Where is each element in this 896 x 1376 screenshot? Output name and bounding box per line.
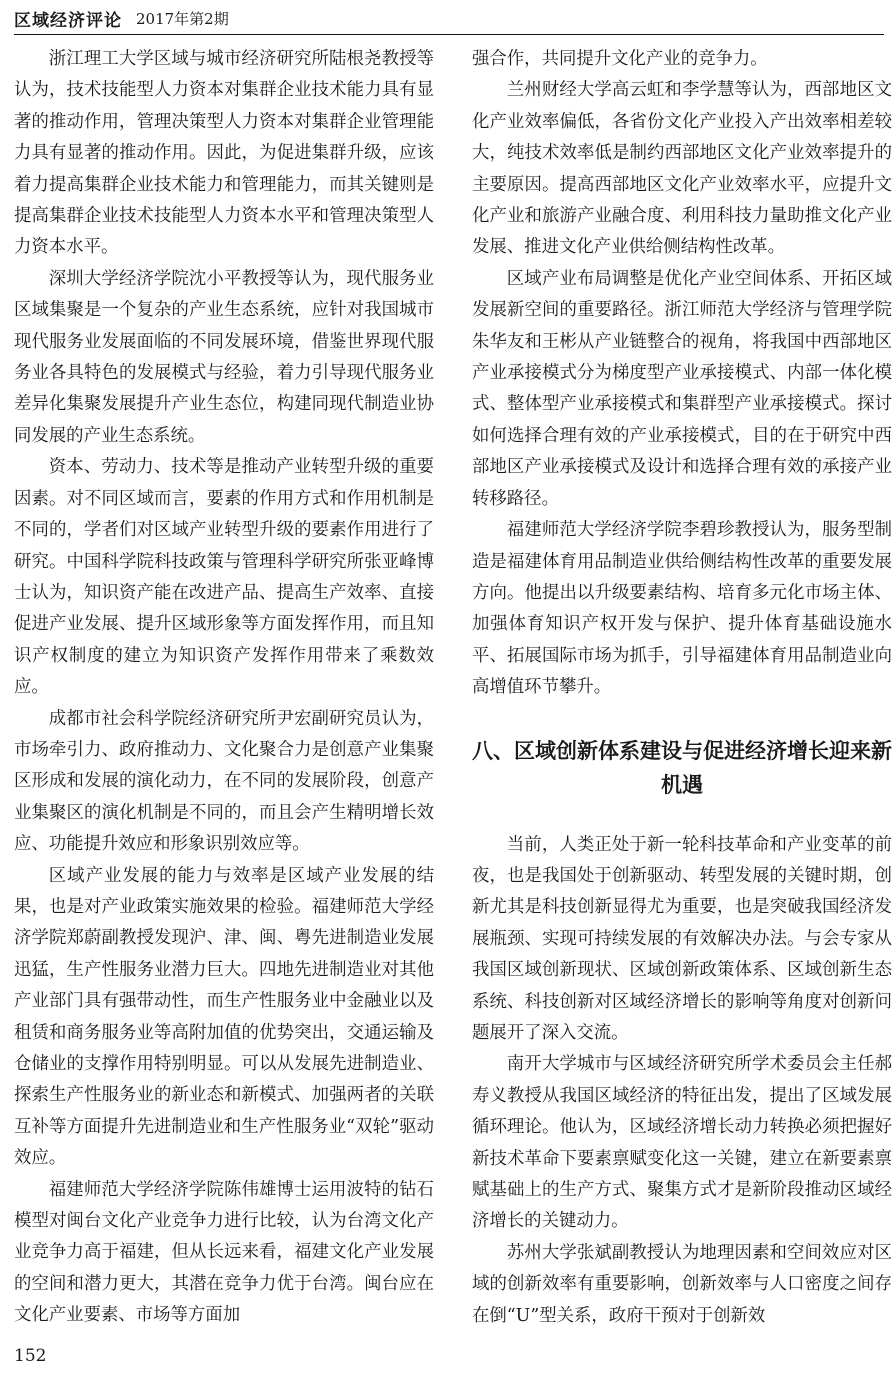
issue-label: 2017年第2期 xyxy=(136,9,229,28)
page-number: 152 xyxy=(14,1346,47,1366)
paragraph: 区域产业发展的能力与效率是区域产业发展的结果，也是对产业政策实施效果的检验。福建师范大学经济学院郑蔚副教授发现沪、津、闽、粤先进制造业发展迅猛，生产性服务业潜力巨大。四地先进制造业对其他产业部门具有强带动性，而生产性服务业中金融业以及租赁和商务服务业等高附加值的优势突出，交通运输及仓储业的支撑作用特别明显。可以从发展先进制造业、探索生产性服务业的新业态和新模式、加强两者的关联互补等方面提升先进制造业和生产性服务业“双轮”驱动效应。 xyxy=(14,865,434,1169)
paragraph-continuation: 强合作，共同提升文化产业的竞争力。 xyxy=(472,49,768,69)
paragraph: 当前，人类正处于新一轮科技革命和产业变革的前夜，也是我国处于创新驱动、转型发展的关键时期，创新尤其是科技创新显得尤为重要，也是突破我国经济发展瓶颈、实现可持续发展的有效解决办法。与会专家从我国区域创新现状、区域创新政策体系、区域创新生态系统、科技创新对区域经济增长的影响等角度对创新问题展开了深入交流。 xyxy=(472,834,892,1043)
journal-name: 区域经济评论 xyxy=(14,10,122,31)
paragraph: 南开大学城市与区域经济研究所学术委员会主任郝寿义教授从我国区域经济的特征出发，提出了区域发展循环理论。他认为，区域经济增长动力转换必须把握好新技术革命下要素禀赋变化这一关键，建立在新要素禀赋基础上的生产方式、聚集方式才是新阶段推动区域经济增长的关键动力。 xyxy=(472,1054,892,1232)
header-divider xyxy=(14,34,884,35)
paragraph: 成都市社会科学院经济研究所尹宏副研究员认为，市场牵引力、政府推动力、文化聚合力是创意产业集聚区形成和发展的演化动力，在不同的发展阶段，创意产业集聚区的演化机制是不同的，而且会产生精明增长效应、功能提升效应和形象识别效应等。 xyxy=(14,708,434,855)
paragraph: 苏州大学张斌副教授认为地理因素和空间效应对区域的创新效率有重要影响，创新效率与人口密度之间存在倒“U”型关系，政府干预对于创新效 xyxy=(472,1242,892,1326)
paragraph: 资本、劳动力、技术等是推动产业转型升级的重要因素。对不同区域而言，要素的作用方式和作用机制是不同的，学者们对区域产业转型升级的要素作用进行了研究。中国科学院科技政策与管理科学研究所张亚峰博士认为，知识资产能在改进产品、提高生产效率、直接促进产业发展、提升区域形象等方面发挥作用，而且知识产权制度的建立为知识资产发挥作用带来了乘数效应。 xyxy=(14,457,434,698)
paragraph: 深圳大学经济学院沈小平教授等认为，现代服务业区域集聚是一个复杂的产业生态系统，应针对我国城市现代服务业发展面临的不同发展环境，借鉴世界现代服务业各具特色的发展模式与经验，着力引导现代服务业差异化集聚发展提升产业生态位，构建同现代制造业协同发展的产业生态系统。 xyxy=(14,268,434,446)
right-column xyxy=(472,44,892,1332)
paragraph: 区域产业布局调整是优化产业空间体系、开拓区域发展新空间的重要路径。浙江师范大学经济与管理学院朱华友和王彬从产业链整合的视角，将我国中西部地区产业承接模式分为梯度型产业承接模式、内部一体化模式、整体型产业承接模式和集群型产业承接模式。探讨如何选择合理有效的产业承接模式，目的在于研究中西部地区产业承接模式及设计和选择合理有效的承接产业转移路径。 xyxy=(472,268,892,509)
paragraph: 福建师范大学经济学院陈伟雄博士运用波特的钻石模型对闽台文化产业竞争力进行比较，认为台湾文化产业竞争力高于福建，但从长远来看，福建文化产业发展的空间和潜力更大，其潜在竞争力优于台湾。闽台应在文化产业要素、市场等方面加 xyxy=(14,1179,434,1326)
section-heading: 八、区域创新体系建设与促进经济增长迎来新机遇 xyxy=(472,738,892,797)
paragraph: 浙江理工大学区域与城市经济研究所陆根尧教授等认为，技术技能型人力资本对集群企业技术能力具有显著的推动作用，管理决策型人力资本对集群企业管理能力具有显著的推动作用。因此，为促进集群升级，应该着力提高集群企业技术能力和管理能力，而其关键则是提高集群企业技术技能型人力资本水平和管理决策型人力资本水平。 xyxy=(14,49,434,258)
left-column xyxy=(14,44,434,1332)
paragraph: 兰州财经大学高云虹和李学慧等认为，西部地区文化产业效率偏低，各省份文化产业投入产出效率相差较大，纯技术效率低是制约西部地区文化产业效率提升的主要原因。提高西部地区文化产业效率水平，应提升文化产业和旅游产业融合度、利用科技力量助推文化产业发展、推进文化产业供给侧结构性改革。 xyxy=(472,80,892,258)
running-header xyxy=(14,6,884,30)
paragraph: 福建师范大学经济学院李碧珍教授认为，服务型制造是福建体育用品制造业供给侧结构性改革的重要发展方向。他提出以升级要素结构、培育多元化市场主体、加强体育知识产权开发与保护、提升体育基础设施水平、拓展国际市场为抓手，引导福建体育用品制造业向高增值环节攀升。 xyxy=(472,520,892,698)
